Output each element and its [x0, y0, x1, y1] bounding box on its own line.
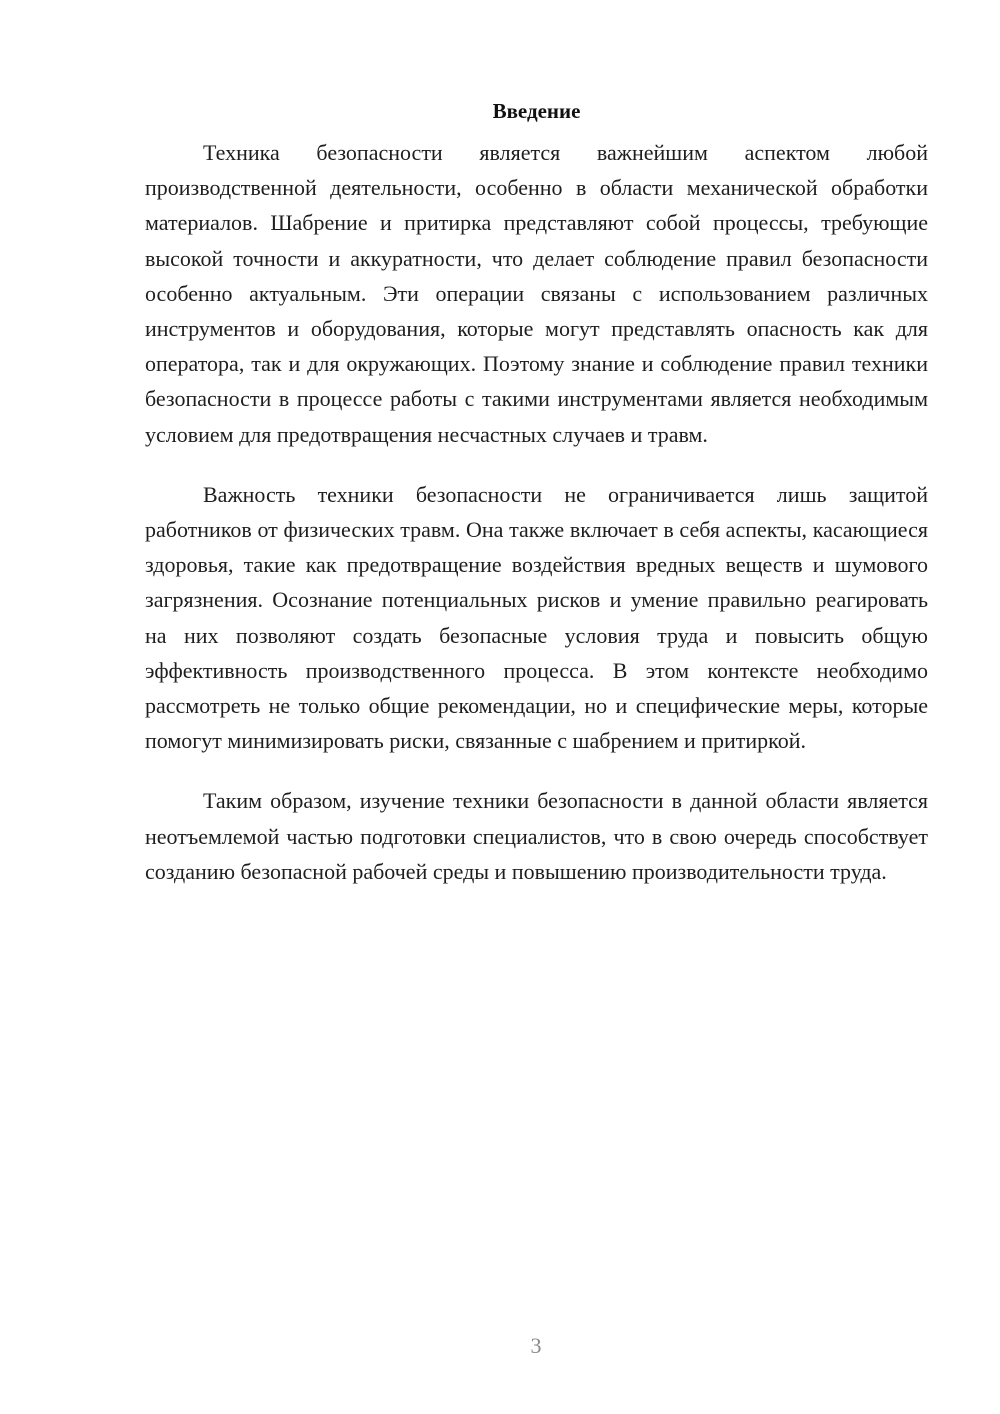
page-content — [145, 95, 928, 914]
page-number: 3 — [530, 1333, 542, 1358]
paragraph-1: Техника безопасности является важнейшим аспектом любой производственной деятельности, особенно в области механической обработки материалов. Шабрение и притирка представляют собой процессы, требующие высокой точности и аккуратности, что делает соблюдение правил безопасности особенно актуальным. Эти операции связаны с использованием различных инструментов и оборудования, которые могут представлять опасность как для оператора, так и для окружающих. Поэтому знание и соблюдение правил техники безопасности в процессе работы с такими инструментами является необходимым условием для предотвращения несчастных случаев и травм. — [145, 140, 928, 447]
paragraph-2: Важность техники безопасности не ограничивается лишь защитой работников от физических травм. Она также включает в себя аспекты, касающиеся здоровья, такие как предотвращение воздействия вредных веществ и шумового загрязнения. Осознание потенциальных рисков и умение правильно реагировать на них позволяют создать безопасные условия труда и повысить общую эффективность производственного процесса. В этом контексте необходимо рассмотреть не только общие рекомендации, но и специфические меры, которые помогут минимизировать риски, связанные с шабрением и притиркой. — [145, 481, 928, 754]
section-title: Введение — [492, 99, 581, 123]
paragraph-3: Таким образом, изучение техники безопасности в данной области является неотъемлемой частью подготовки специалистов, что в свою очередь способствует созданию безопасной рабочей среды и повышению производительности труда. — [145, 788, 928, 884]
